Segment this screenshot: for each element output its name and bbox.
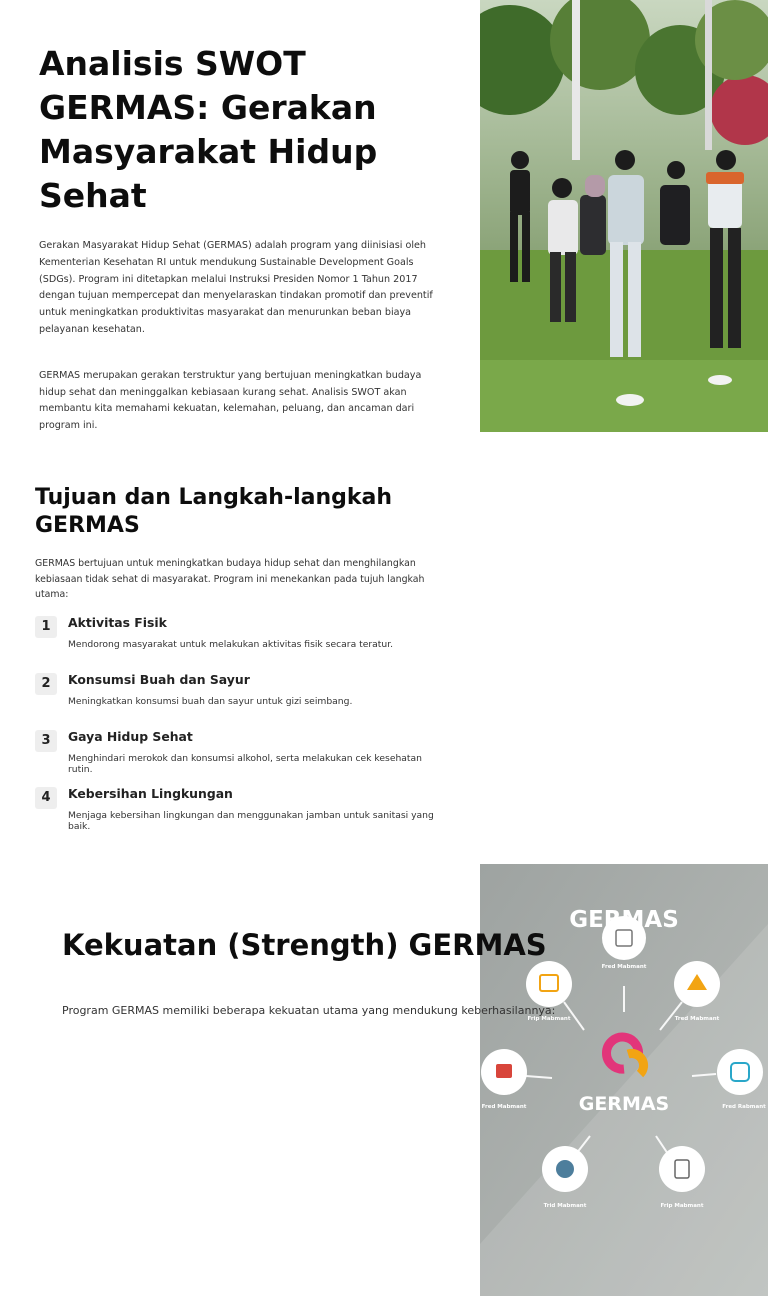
step-item: [35, 673, 445, 730]
goals-text-block: [35, 484, 445, 844]
step-number-badge: 3: [35, 730, 57, 752]
goals-intro: GERMAS bertujuan untuk meningkatkan budaya hidup sehat dan menghilangkan kebiasaan tidak sehat di masyarakat. Program ini menekankan pada tujuh langkah utama:: [35, 558, 425, 601]
step-description: Meningkatkan konsumsi buah dan sayur untuk gizi seimbang.: [68, 695, 353, 707]
intro-section: [0, 0, 768, 432]
page-title: Analisis SWOT GERMAS: Gerakan Masyarakat Hidup Sehat: [39, 44, 378, 215]
step-number-badge: 1: [35, 616, 57, 638]
node-caption-top: Fred Mabmant: [601, 964, 647, 970]
step-description: Mendorong masyarakat untuk melakukan aktivitas fisik secara teratur.: [68, 638, 394, 650]
strength-title: Kekuatan (Strength) GERMAS: [62, 928, 547, 962]
node-caption-upper-left: Frip Mabmant: [527, 1016, 571, 1022]
step-title: Aktivitas Fisik: [68, 614, 167, 630]
strength-section: [0, 864, 768, 1024]
step-title: Konsumsi Buah dan Sayur: [68, 671, 250, 687]
step-item: [35, 730, 445, 787]
intro-paragraph-2: GERMAS merupakan gerakan terstruktur yang bertujuan meningkatkan budaya hidup sehat dan meninggalkan kebiasaan kurang sehat. Analisis SWOT akan membantu kita memahami kekuatan, kelemahan, peluang, dan ancaman dari program ini.: [39, 369, 422, 432]
step-item: [35, 787, 445, 844]
node-caption-right: Fred Rabmant: [722, 1104, 766, 1110]
strength-intro: Program GERMAS memiliki beberapa kekuatan utama yang mendukung keberhasilannya:: [62, 1004, 556, 1017]
steps-list: [35, 616, 445, 844]
infographic-center-label: GERMAS: [578, 1093, 670, 1115]
step-title: Gaya Hidup Sehat: [68, 728, 193, 744]
step-title: Kebersihan Lingkungan: [68, 785, 233, 801]
hero-photo-people-exercising: [480, 0, 768, 432]
intro-text-block: [39, 42, 444, 435]
step-number-badge: 4: [35, 787, 57, 809]
node-caption-lower-left: Trid Mabmant: [543, 1203, 587, 1209]
intro-paragraph-1: Gerakan Masyarakat Hidup Sehat (GERMAS) adalah program yang diinisiasi oleh Kementerian Kesehatan RI untuk mendukung Sustainable Development Goals (SDGs). Program ini ditetapkan melalui Instruksi Presiden Nomor 1 Tahun 2017 dengan tujuan mempercepat dan menyelaraskan tindakan promotif dan preventif untuk meningkatkan produktivitas masyarakat dan menurunkan beban biaya pelayanan kesehatan.: [39, 240, 433, 335]
node-caption-upper-right: Tred Mabmant: [674, 1016, 720, 1022]
infographic-top-label: GERMAS: [569, 907, 679, 933]
node-caption-left: Fred Mabmant: [481, 1104, 527, 1110]
step-number-badge: 2: [35, 673, 57, 695]
step-item: [35, 616, 445, 673]
goals-title: Tujuan dan Langkah-langkah GERMAS: [35, 485, 393, 538]
step-description: Menghindari merokok dan konsumsi alkohol, serta melakukan cek kesehatan rutin.: [68, 752, 422, 775]
step-description: Menjaga kebersihan lingkungan dan menggunakan jamban untuk sanitasi yang baik.: [68, 809, 434, 832]
node-caption-lower-right: Frip Mabmant: [660, 1203, 704, 1209]
